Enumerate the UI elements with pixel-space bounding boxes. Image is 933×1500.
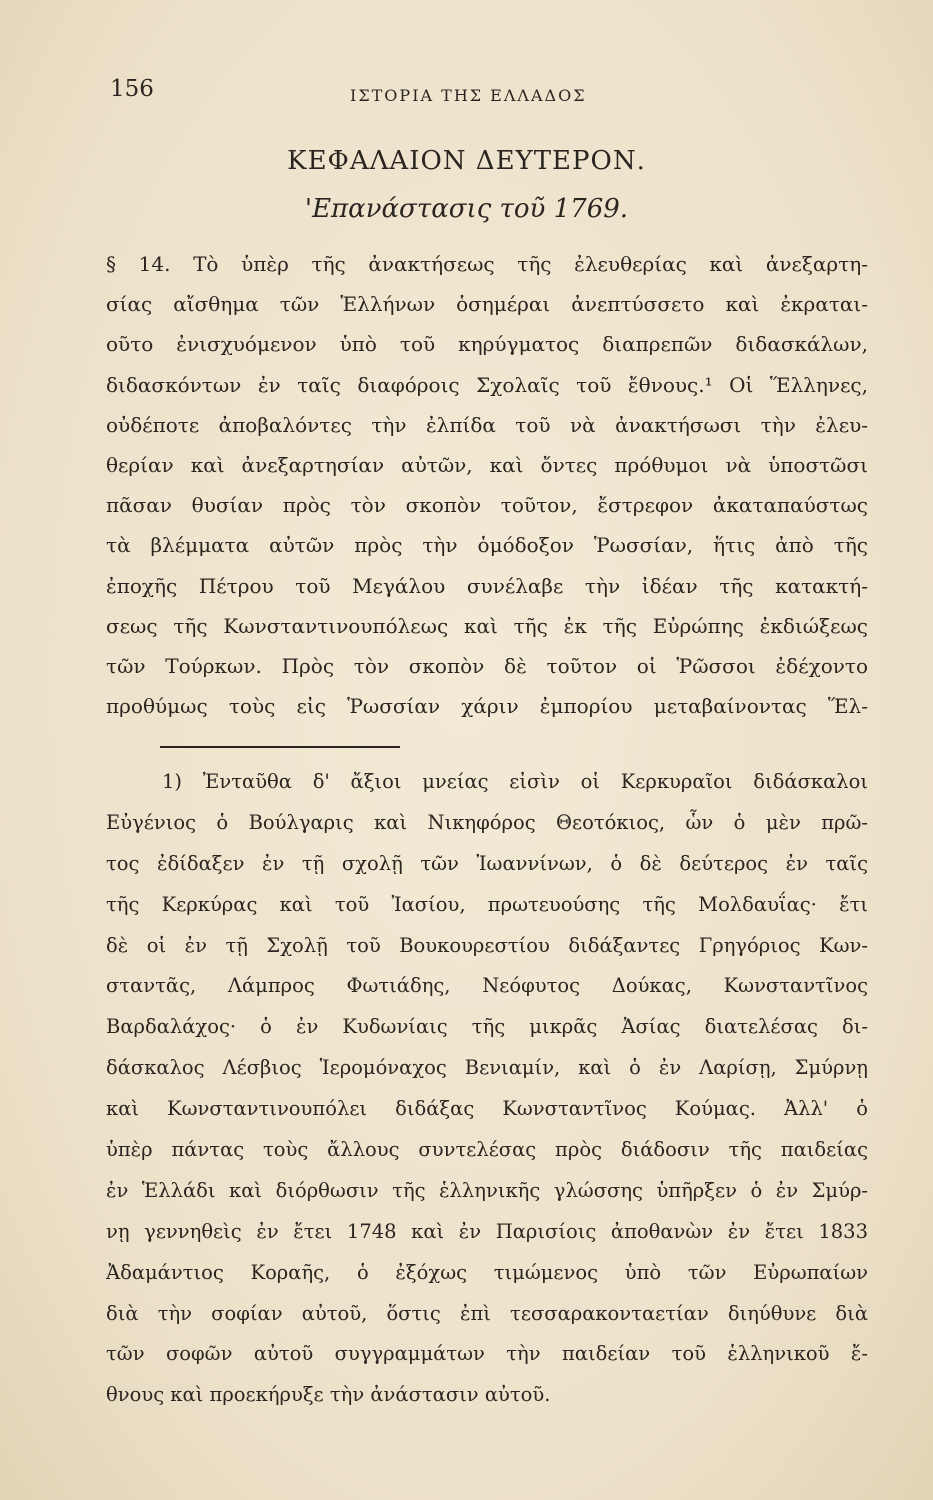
footnote-line: ἐν Ἑλλάδι καὶ διόρθωσιν τῆς ἑλληνικῆς γλώσσης ὑπῆρξεν ὁ ἐν Σμύρ- xyxy=(106,1178,868,1202)
footnote-line: δάσκαλος Λέσβιος Ἱερομόναχος Βενιαμίν, καὶ ὁ ἐν Λαρίσῃ, Σμύρνῃ xyxy=(106,1056,868,1080)
footnote-line: δὲ οἱ ἐν τῇ Σχολῇ τοῦ Βουκουρεστίου διδάξαντες Γρηγόριος Κων- xyxy=(106,933,868,957)
body-line: τῶν Τούρκων. Πρὸς τὸν σκοπὸν δὲ τοῦτον οἱ Ῥῶσσοι ἐδέχοντο xyxy=(106,653,868,678)
footnote-line: τῆς Κερκύρας καὶ τοῦ Ἰασίου, πρωτευούσης τῆς Μολδαυΐας· ἔτι xyxy=(106,892,868,916)
body-line: σεως τῆς Κωνσταντινουπόλεως καὶ τῆς ἐκ τῆς Εὐρώπης ἐκδιώξεως xyxy=(106,613,868,638)
page-number: 156 xyxy=(110,76,154,102)
body-line: σίας αἴσθημα τῶν Ἑλλήνων ὁσημέραι ἀνεπτύσσετο καὶ ἐκραται- xyxy=(106,292,868,317)
footnote-line: Βαρδαλάχος· ὁ ἐν Κυδωνίαις τῆς μικρᾶς Ἀσίας διατελέσας δι- xyxy=(106,1015,868,1039)
body-line: οὐδέποτε ἀποβαλόντες τὴν ἐλπίδα τοῦ νὰ ἀνακτήσωσι τὴν ἐλευ- xyxy=(106,412,868,437)
running-head: ΙΣΤΟΡΙΑ ΤΗΣ ΕΛΛΑΔΟΣ xyxy=(350,86,587,105)
footnote-line: τος ἐδίδαξεν ἐν τῇ σχολῇ τῶν Ἰωαννίνων, ὁ δὲ δεύτερος ἐν ταῖς xyxy=(106,851,868,875)
body-line: διδασκόντων ἐν ταῖς διαφόροις Σχολαῖς τοῦ ἔθνους.¹ Οἱ Ἕλληνες, xyxy=(106,372,868,397)
footnotes xyxy=(106,762,868,1416)
footnote-line: νῃ γεννηθεὶς ἐν ἔτει 1748 καὶ ἐν Παρισίοις ἀποθανὼν ἐν ἔτει 1833 xyxy=(106,1219,868,1243)
footnote-line: σταντᾶς, Λάμπρος Φωτιάδης, Νεόφυτος Δούκας, Κωνσταντῖνος xyxy=(106,974,868,998)
body-line: ἐποχῆς Πέτρου τοῦ Μεγάλου συνέλαβε τὴν ἰδέαν τῆς κατακτή- xyxy=(106,573,868,598)
body-line: προθύμως τοὺς εἰς Ῥωσσίαν χάριν ἐμπορίου μεταβαίνοντας Ἕλ- xyxy=(106,694,868,719)
body-line: τὰ βλέμματα αὐτῶν πρὸς τὴν ὁμόδοξον Ῥωσσίαν, ἥτις ἀπὸ τῆς xyxy=(106,533,868,558)
chapter-title: ΚΕΦΑΛΑΙΟΝ ΔΕΥΤΕΡΟΝ. xyxy=(287,146,646,176)
page-header xyxy=(110,76,870,116)
body-text xyxy=(106,244,868,726)
body-line: οῦτο ἐνισχυόμενον ὑπὸ τοῦ κηρύγματος διαπρεπῶν διδασκάλων, xyxy=(106,332,868,357)
footnote-line: 1) Ἐνταῦθα δ' ἄξιοι μνείας εἰσὶν οἱ Κερκυραῖοι διδάσκαλοι xyxy=(162,770,868,793)
chapter-subtitle: 'Επανάστασις τοῦ 1769. xyxy=(304,194,629,224)
footnote-line: ὑπὲρ πάντας τοὺς ἄλλους συντελέσας πρὸς διάδοσιν τῆς παιδείας xyxy=(106,1138,868,1162)
footnote-separator xyxy=(160,746,400,748)
body-line: θερίαν καὶ ἀνεξαρτησίαν αὐτῶν, καὶ ὄντες πρόθυμοι νὰ ὑποστῶσι xyxy=(106,452,868,477)
footnote-line: Ἀδαμάντιος Κοραῆς, ὁ ἐξόχως τιμώμενος ὑπὸ τῶν Εὐρωπαίων xyxy=(106,1260,868,1284)
body-line: πᾶσαν θυσίαν πρὸς τὸν σκοπὸν τοῦτον, ἔστρεφον ἀκαταπαύστως xyxy=(106,493,868,518)
body-line: § 14. Τὸ ὑπὲρ τῆς ἀνακτήσεως τῆς ἐλευθερίας καὶ ἀνεξαρτη- xyxy=(106,252,868,276)
footnote-line: τῶν σοφῶν αὐτοῦ συγγραμμάτων τὴν παιδείαν τοῦ ἑλληνικοῦ ἔ- xyxy=(106,1342,868,1366)
footnote-line: θνους καὶ προεκήρυξε τὴν ἀνάστασιν αὐτοῦ. xyxy=(106,1383,551,1407)
footnote-line: καὶ Κωνσταντινουπόλει διδάξας Κωνσταντῖνος Κούμας. Ἀλλ' ὁ xyxy=(106,1097,868,1121)
footnote-line: Εὐγένιος ὁ Βούλγαρις καὶ Νικηφόρος Θεοτόκιος, ὧν ὁ μὲν πρῶ- xyxy=(106,810,868,834)
footnote-line: διὰ τὴν σοφίαν αὐτοῦ, ὅστις ἐπὶ τεσσαρακονταετίαν διηύθυνε διὰ xyxy=(106,1301,868,1325)
